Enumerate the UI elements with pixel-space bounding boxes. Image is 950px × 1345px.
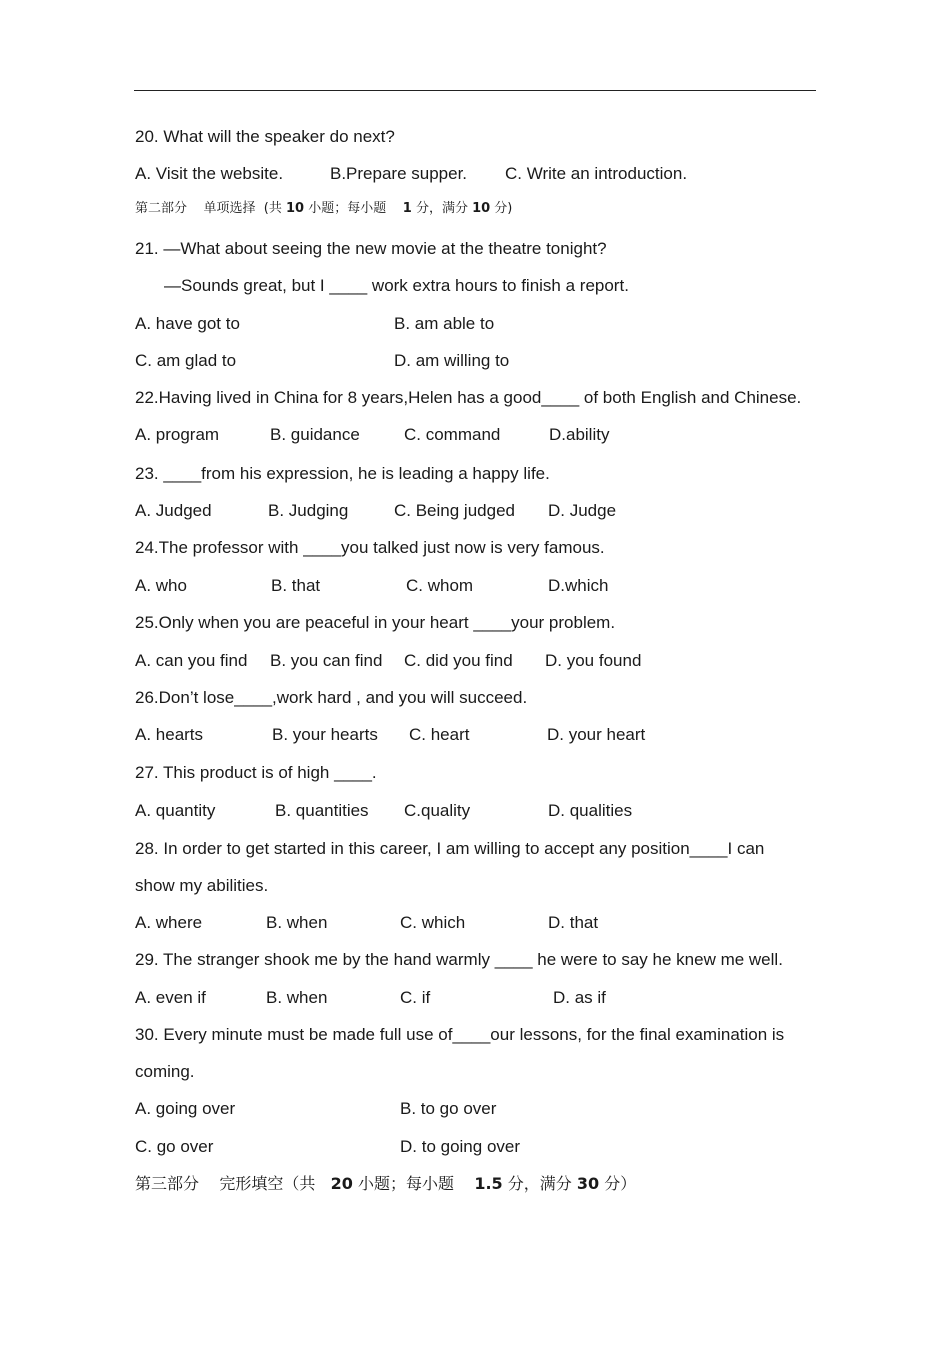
q28-option-c: C. which	[400, 913, 466, 932]
q27-option-a: A. quantity	[135, 801, 216, 820]
q30-option-b: B. to go over	[400, 1099, 497, 1118]
q28-option-b: B. when	[266, 913, 328, 932]
q22-option-b: B. guidance	[270, 425, 360, 444]
q24-stem: 24.The professor with ____you talked just now is very famous.	[135, 538, 605, 557]
q21-option-c: C. am glad to	[135, 351, 237, 370]
q20-option-a: A. Visit the website.	[135, 164, 284, 183]
q21-option-d: D. am willing to	[394, 351, 510, 370]
q28-option-d: D. that	[548, 913, 599, 932]
q24-option-b: B. that	[271, 576, 321, 595]
q22-option-d: D.ability	[549, 425, 610, 444]
q25-stem: 25.Only when you are peaceful in your heart ____your problem.	[135, 613, 616, 632]
q25-option-d: D. you found	[545, 651, 642, 670]
q20-option-b: B.Prepare supper.	[330, 164, 468, 183]
q20-stem: 20. What will the speaker do next?	[135, 127, 395, 146]
q27-option-b: B. quantities	[275, 801, 369, 820]
q30-stem: 30. Every minute must be made full use of____our lessons, for the final examination is	[135, 1025, 785, 1044]
q26-option-d: D. your heart	[547, 725, 646, 744]
q29-option-a: A. even if	[135, 988, 206, 1007]
q29-option-b: B. when	[266, 988, 328, 1007]
q26-option-c: C. heart	[409, 725, 470, 744]
q21-option-a: A. have got to	[135, 314, 240, 333]
q26-option-b: B. your hearts	[272, 725, 378, 744]
header-rule	[134, 90, 816, 91]
q22-stem: 22.Having lived in China for 8 years,Helen has a good____ of both English and Chinese.	[135, 388, 802, 407]
q21-stem: 21. —What about seeing the new movie at the theatre tonight?	[135, 239, 607, 258]
q27-stem: 27. This product is of high ____.	[135, 763, 377, 782]
q29-option-d: D. as if	[553, 988, 606, 1007]
q24-option-c: C. whom	[406, 576, 474, 595]
q22-option-c: C. command	[404, 425, 501, 444]
q23-option-a: A. Judged	[135, 501, 212, 520]
q23-option-d: D. Judge	[548, 501, 617, 520]
q28-stem: 28. In order to get started in this career, I am willing to accept any position____I can	[135, 839, 765, 858]
q23-option-c: C. Being judged	[394, 501, 515, 520]
q29-option-c: C. if	[400, 988, 431, 1007]
q30-option-a: A. going over	[135, 1099, 236, 1118]
q21-stem-reply: —Sounds great, but I ____ work extra hours to finish a report.	[164, 276, 629, 295]
q22-option-a: A. program	[135, 425, 220, 444]
q21-option-b: B. am able to	[394, 314, 495, 333]
q27-option-d: D. qualities	[548, 801, 633, 820]
q30-option-c: C. go over	[135, 1137, 214, 1156]
q25-option-b: B. you can find	[270, 651, 383, 670]
q26-option-a: A. hearts	[135, 725, 204, 744]
q29-stem: 29. The stranger shook me by the hand warmly ____ he were to say he knew me well.	[135, 950, 783, 969]
q23-option-b: B. Judging	[268, 501, 349, 520]
q26-stem: 26.Don’t lose____,work hard , and you will succeed.	[135, 688, 528, 707]
q20-option-c: C. Write an introduction.	[505, 164, 688, 183]
q23-stem: 23. ____from his expression, he is leading a happy life.	[135, 464, 550, 483]
part2-heading: 第二部分 单项选择 (共 10 小题；每小题 1 分，满分 10 分)	[135, 201, 513, 216]
q28-option-a: A. where	[135, 913, 203, 932]
q30-option-d: D. to going over	[400, 1137, 521, 1156]
part3-heading: 第三部分 完形填空（共 20 小题；每小题 1.5 分，满分 30 分）	[135, 1174, 637, 1193]
q30-stem-cont: coming.	[135, 1062, 195, 1081]
q27-option-c: C.quality	[404, 801, 471, 820]
q25-option-c: C. did you find	[404, 651, 513, 670]
q28-stem-cont: show my abilities.	[135, 876, 269, 895]
q24-option-d: D.which	[548, 576, 609, 595]
q25-option-a: A. can you find	[135, 651, 248, 670]
q24-option-a: A. who	[135, 576, 187, 595]
